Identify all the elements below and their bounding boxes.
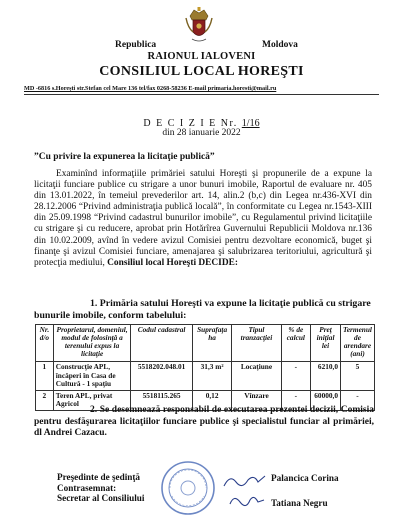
item-2: 2. Se desemnează responsabil de executarea prezentei decizii, Comisia pentru desfăşurarea licitaţiilor funciare publice şi specialistul funciar al primăriei, dl Andrei Cazacu. <box>34 405 374 438</box>
table-cell-area: 0,12 <box>192 390 232 410</box>
preamble-text: Examinînd informaţiile primăriei satului Horeşti şi propunerile de a expune la licitaţii funciare publice cu strigare a unor bunuri imobile, Raportul de evaluare nr. 405 din 13.01.2022, în temeiul prevederilor art. 14, alin.2 (b,c) din Legea nr.436-XVI din 28.12.2006 “Privind administraţia publică locală”, în conformitate cu Legea nr.1543-XIII din 25.09.1998 “Privind cadastrul bunurilor imobile”, cu Regulamentul privind licitaţiile cu strigare şi cu reducere, aprobat prin Hotărîrea Guvernului Republicii Moldova nr.136 din 10.02.2009, avînd în vedere avizul Comisiei pentru dezvoltare economică, buget şi finanţe şi avizul Comisiei funciare, amenajarea şi salubrizarea teritoriului, agricultură şi protecţia mediului, <box>34 169 372 268</box>
table-cell-type: Vînzare <box>232 390 281 410</box>
table-header-cell: Suprafaţa ha <box>192 325 232 362</box>
table-cell-nr: 1 <box>36 362 54 391</box>
table-cell-code: 5518202.048.01 <box>131 362 192 391</box>
president-label: Preşedinte de şedinţă <box>57 472 141 482</box>
table-cell-price: 6210,0 <box>311 362 341 391</box>
table-header-cell: Proprietarul, domeniul, modul de folosinţă a terenului expus la licitaţie <box>53 325 131 362</box>
table-cell-pct: - <box>281 390 311 410</box>
table-cell-area: 31,3 m² <box>192 362 232 391</box>
header-moldova: Moldova <box>262 40 298 50</box>
table-header-cell: Termenul de arendare (ani) <box>341 325 375 362</box>
header-address: MD -6816 s.Horeşti str.Stefan cel Mare 136 tel/fax 0268-58236 E-mail primaria.horesti@mail.ru <box>24 85 277 92</box>
table-header-cell: Codul cadastral <box>131 325 192 362</box>
secretary-name: Tatiana Negru <box>271 498 328 508</box>
secretary-label: Secretar al Consiliului <box>57 493 145 503</box>
table-header-cell: Nr. d/o <box>36 325 54 362</box>
decision-number: 1/16 <box>241 118 260 129</box>
preamble-decide: Consiliul local Horeşti DECIDE: <box>107 257 238 268</box>
table-cell-nr: 2 <box>36 390 54 410</box>
table-header-cell: % de calcul <box>281 325 311 362</box>
table-row <box>36 362 375 391</box>
header-rule <box>24 94 379 95</box>
table-cell-desc: Teren APL, privat Agricol <box>53 390 131 410</box>
table-cell-type: Locaţiune <box>232 362 281 391</box>
table-cell-price: 60000,0 <box>311 390 341 410</box>
countersign-label: Contrasemnat: <box>57 482 117 493</box>
table-cell-pct: - <box>281 362 311 391</box>
signature-labels <box>57 472 144 504</box>
header-council: CONSILIUL LOCAL HOREŞTI <box>99 64 304 79</box>
decision-number-prefix: Nr. <box>220 118 238 129</box>
signature-secretary-icon <box>228 492 266 512</box>
official-stamp-icon <box>160 460 216 516</box>
table-cell-term: 5 <box>341 362 375 391</box>
table-header-row <box>36 325 375 362</box>
coat-of-arms-icon <box>184 6 214 44</box>
table-cell-code: 5518115.265 <box>131 390 192 410</box>
header-republica: Republica <box>115 40 157 50</box>
table-cell-term: - <box>341 390 375 410</box>
auction-table <box>35 324 375 411</box>
signature-president-icon <box>222 470 267 492</box>
table-header-cell: Preţ iniţial lei <box>311 325 341 362</box>
decision-title-text: D E C I Z I E <box>143 118 217 129</box>
president-name: Palancica Corina <box>271 473 339 483</box>
header-raion: RAIONUL IALOVENI <box>147 51 256 62</box>
item-1: 1. Primăria satului Horeşti va expune la licitaţie publică cu strigare bunurile imobile, conform tabelului: <box>34 298 371 321</box>
decision-subject: ”Cu privire la expunerea la licitaţie publică” <box>34 152 215 162</box>
table-cell-desc: Construcţie APL, încăperi în Casa de Cultură - 1 spaţiu <box>53 362 131 391</box>
decision-date: din 28 ianuarie 2022 <box>162 128 241 138</box>
table-header-cell: Tipul tranzacţiei <box>232 325 281 362</box>
preamble-paragraph <box>34 169 372 269</box>
